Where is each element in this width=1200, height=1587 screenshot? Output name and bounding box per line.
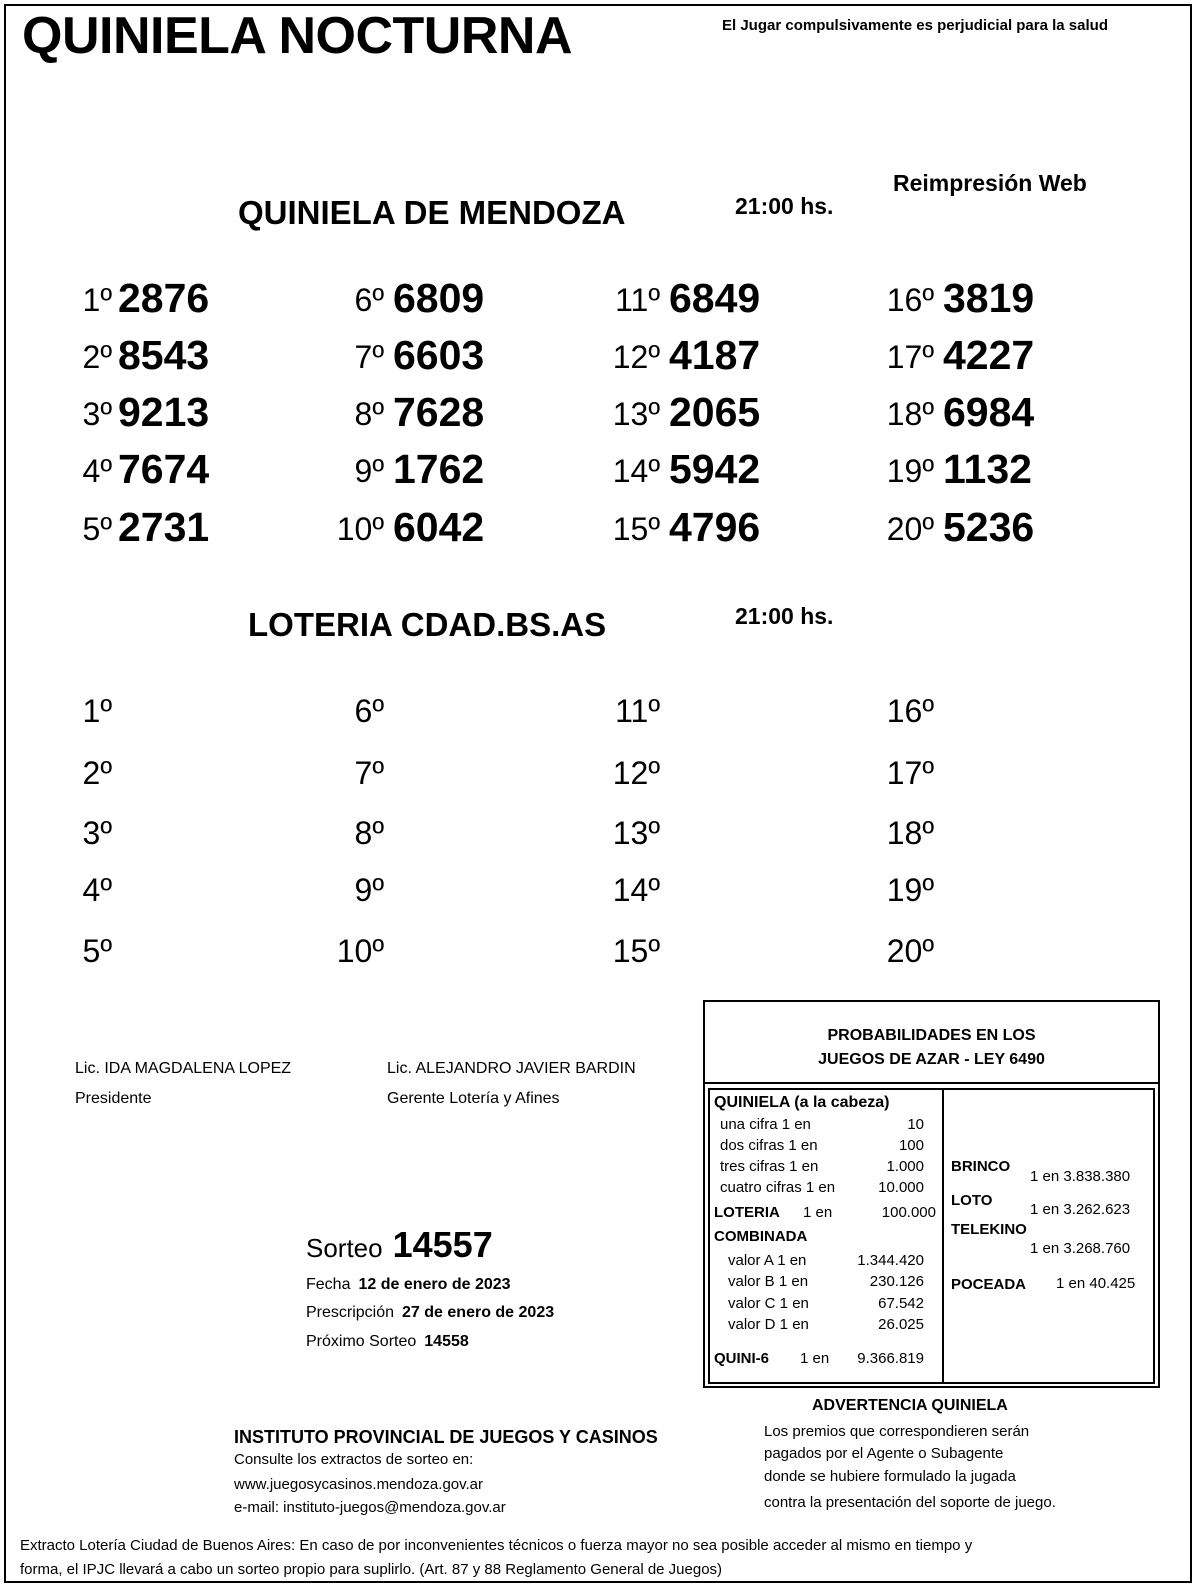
result-position: 6º <box>354 693 384 729</box>
quiniela-odds-label: cuatro cifras 1 en <box>720 1179 836 1196</box>
page-title: QUINIELA NOCTURNA <box>22 7 572 65</box>
probabilities-divider <box>942 1090 944 1382</box>
result-position: 10º <box>336 511 384 547</box>
result-position: 16º <box>886 693 934 729</box>
instituto-email-link[interactable]: e-mail: instituto-juegos@mendoza.gov.ar <box>234 1499 506 1516</box>
result-number: 2876 <box>118 275 210 321</box>
reprint-label: Reimpresión Web <box>893 170 1087 196</box>
result-position: 8º <box>354 396 384 432</box>
result-number: 6603 <box>393 332 485 378</box>
loteria-time: 21:00 hs. <box>735 603 834 629</box>
sorteo-label: Sorteo <box>306 1233 383 1263</box>
quiniela-odds-value: 100 <box>898 1137 924 1154</box>
result-position: 20º <box>886 933 934 969</box>
combinada-title: COMBINADA <box>714 1228 808 1245</box>
result-number: 4796 <box>669 504 761 550</box>
result-position: 19º <box>886 453 934 489</box>
result-position: 5º <box>82 933 112 969</box>
loteria-title: LOTERIA CDAD.BS.AS <box>248 606 607 643</box>
result-position: 5º <box>82 511 112 547</box>
combinada-odds-value: 1.344.420 <box>857 1252 924 1269</box>
result-position: 3º <box>82 396 112 432</box>
loto-label: LOTO <box>951 1192 993 1209</box>
advertencia-line: pagados por el Agente o Subagente <box>764 1445 1004 1462</box>
result-position: 4º <box>82 453 112 489</box>
prescripcion-label: Prescripción <box>306 1304 395 1321</box>
result-number: 6984 <box>943 389 1035 435</box>
probabilities-box <box>703 1000 1160 1388</box>
result-number: 7674 <box>118 446 210 492</box>
telekino-odds-value: 1 en 3.268.760 <box>1030 1240 1131 1257</box>
quiniela-odds-label: tres cifras 1 en <box>720 1158 819 1175</box>
proximo-line <box>306 1333 469 1351</box>
probabilities-header <box>705 1002 1158 1084</box>
signature-right-role: Gerente Lotería y Afines <box>387 1090 560 1107</box>
result-number: 4227 <box>943 332 1035 378</box>
quiniela-odds-label: una cifra 1 en <box>720 1116 811 1133</box>
result-position: 15º <box>612 933 660 969</box>
result-number: 2065 <box>669 389 761 435</box>
quini6-label: QUINI-6 <box>714 1350 770 1367</box>
result-position: 2º <box>82 339 112 375</box>
advertencia-title: ADVERTENCIA QUINIELA <box>812 1397 1008 1414</box>
loto-odds-value: 1 en 3.262.623 <box>1030 1201 1131 1218</box>
result-position: 7º <box>354 339 384 375</box>
instituto-website-link[interactable]: www.juegosycasinos.mendoza.gov.ar <box>234 1476 484 1493</box>
brinco-odds-value: 1 en 3.838.380 <box>1030 1168 1131 1185</box>
result-number: 4187 <box>669 332 761 378</box>
proximo-value: 14558 <box>424 1333 469 1350</box>
result-position: 12º <box>612 755 660 791</box>
result-number: 3819 <box>943 275 1035 321</box>
probabilities-title-line2: JUEGOS DE AZAR - LEY 6490 <box>818 1051 1045 1068</box>
result-position: 3º <box>82 815 112 851</box>
advertencia-line: Los premios que correspondieren serán <box>764 1423 1030 1440</box>
proximo-label: Próximo Sorteo <box>306 1333 417 1350</box>
advertencia-line: donde se hubiere formulado la jugada <box>764 1468 1016 1485</box>
result-number: 5236 <box>943 504 1035 550</box>
fecha-label: Fecha <box>306 1276 351 1293</box>
result-position: 13º <box>612 815 660 851</box>
result-position: 8º <box>354 815 384 851</box>
result-position: 13º <box>612 396 660 432</box>
result-number: 2731 <box>118 504 210 550</box>
result-number: 5942 <box>669 446 761 492</box>
result-position: 2º <box>82 755 112 791</box>
combinada-odds-label: valor D 1 en <box>728 1316 809 1333</box>
result-position: 16º <box>886 282 934 318</box>
quiniela-odds-value: 1.000 <box>886 1158 924 1175</box>
prescripcion-line <box>306 1304 554 1322</box>
footer-note: forma, el IPJC llevará a cabo un sorteo propio para suplirlo. (Art. 87 y 88 Reglamento General de Juegos) <box>20 1561 723 1578</box>
result-position: 14º <box>612 453 660 489</box>
health-warning: El Jugar compulsivamente es perjudicial para la salud <box>722 17 1108 34</box>
poceada-label: POCEADA <box>951 1276 1027 1293</box>
combinada-odds-value: 230.126 <box>869 1273 924 1290</box>
result-number: 7628 <box>393 389 485 435</box>
result-position: 10º <box>336 933 384 969</box>
result-position: 12º <box>612 339 660 375</box>
probabilities-title-line1: PROBABILIDADES EN LOS <box>827 1027 1036 1044</box>
probabilities-table <box>708 1088 1155 1384</box>
result-number: 6042 <box>393 504 485 550</box>
result-position: 6º <box>354 282 384 318</box>
result-position: 11º <box>615 282 660 318</box>
brinco-label: BRINCO <box>951 1158 1011 1175</box>
prescripcion-value: 27 de enero de 2023 <box>402 1304 555 1321</box>
quiniela-odds-value: 10.000 <box>878 1179 924 1196</box>
result-position: 4º <box>82 872 112 908</box>
result-position: 9º <box>354 872 384 908</box>
result-position: 18º <box>886 815 934 851</box>
telekino-label: TELEKINO <box>951 1221 1027 1238</box>
loteria-odds-text: 1 en <box>803 1204 833 1221</box>
quini6-odds-text: 1 en <box>800 1350 830 1367</box>
signature-left-role: Presidente <box>75 1090 152 1107</box>
result-position: 1º <box>82 282 112 318</box>
result-number: 1762 <box>393 446 485 492</box>
sorteo-block <box>306 1224 493 1266</box>
combinada-odds-label: valor B 1 en <box>728 1273 809 1290</box>
instituto-title: INSTITUTO PROVINCIAL DE JUEGOS Y CASINOS <box>234 1427 658 1447</box>
combinada-odds-label: valor A 1 en <box>728 1252 807 1269</box>
poceada-odds-value: 1 en 40.425 <box>1056 1275 1136 1292</box>
advertencia-line: contra la presentación del soporte de juego. <box>764 1494 1056 1511</box>
fecha-line <box>306 1276 511 1294</box>
result-position: 17º <box>886 755 934 791</box>
quiniela-odds-label: dos cifras 1 en <box>720 1137 818 1154</box>
quiniela-odds-value: 10 <box>907 1116 924 1133</box>
signature-right-name: Lic. ALEJANDRO JAVIER BARDIN <box>387 1060 636 1077</box>
signature-left-name: Lic. IDA MAGDALENA LOPEZ <box>75 1060 292 1077</box>
result-number: 6849 <box>669 275 761 321</box>
probabilities-title <box>705 1024 1158 1072</box>
result-position: 15º <box>612 511 660 547</box>
loteria-odds-label: LOTERIA <box>714 1204 780 1221</box>
result-position: 20º <box>886 511 934 547</box>
combinada-odds-value: 67.542 <box>878 1295 924 1312</box>
instituto-line: Consulte los extractos de sorteo en: <box>234 1451 474 1468</box>
mendoza-title: QUINIELA DE MENDOZA <box>238 194 626 231</box>
result-number: 9213 <box>118 389 210 435</box>
combinada-odds-label: valor C 1 en <box>728 1295 809 1312</box>
result-position: 1º <box>82 693 112 729</box>
mendoza-time: 21:00 hs. <box>735 193 834 219</box>
footer-note: Extracto Lotería Ciudad de Buenos Aires: En caso de por inconvenientes técnicos o fuerza mayor no sea posible acceder al mismo en tiempo y <box>20 1537 973 1554</box>
result-position: 18º <box>886 396 934 432</box>
fecha-value: 12 de enero de 2023 <box>358 1276 511 1293</box>
result-number: 1132 <box>943 446 1032 492</box>
combinada-odds-value: 26.025 <box>878 1316 924 1333</box>
quiniela-odds-title: QUINIELA (a la cabeza) <box>714 1094 890 1111</box>
result-position: 14º <box>612 872 660 908</box>
sorteo-number: 14557 <box>392 1224 493 1265</box>
result-position: 9º <box>354 453 384 489</box>
result-number: 8543 <box>118 332 210 378</box>
loteria-odds-value: 100.000 <box>881 1204 936 1221</box>
result-position: 19º <box>886 872 934 908</box>
quini6-odds-value: 9.366.819 <box>857 1350 924 1367</box>
result-position: 7º <box>354 755 384 791</box>
result-number: 6809 <box>393 275 485 321</box>
result-position: 11º <box>615 693 660 729</box>
result-position: 17º <box>886 339 934 375</box>
